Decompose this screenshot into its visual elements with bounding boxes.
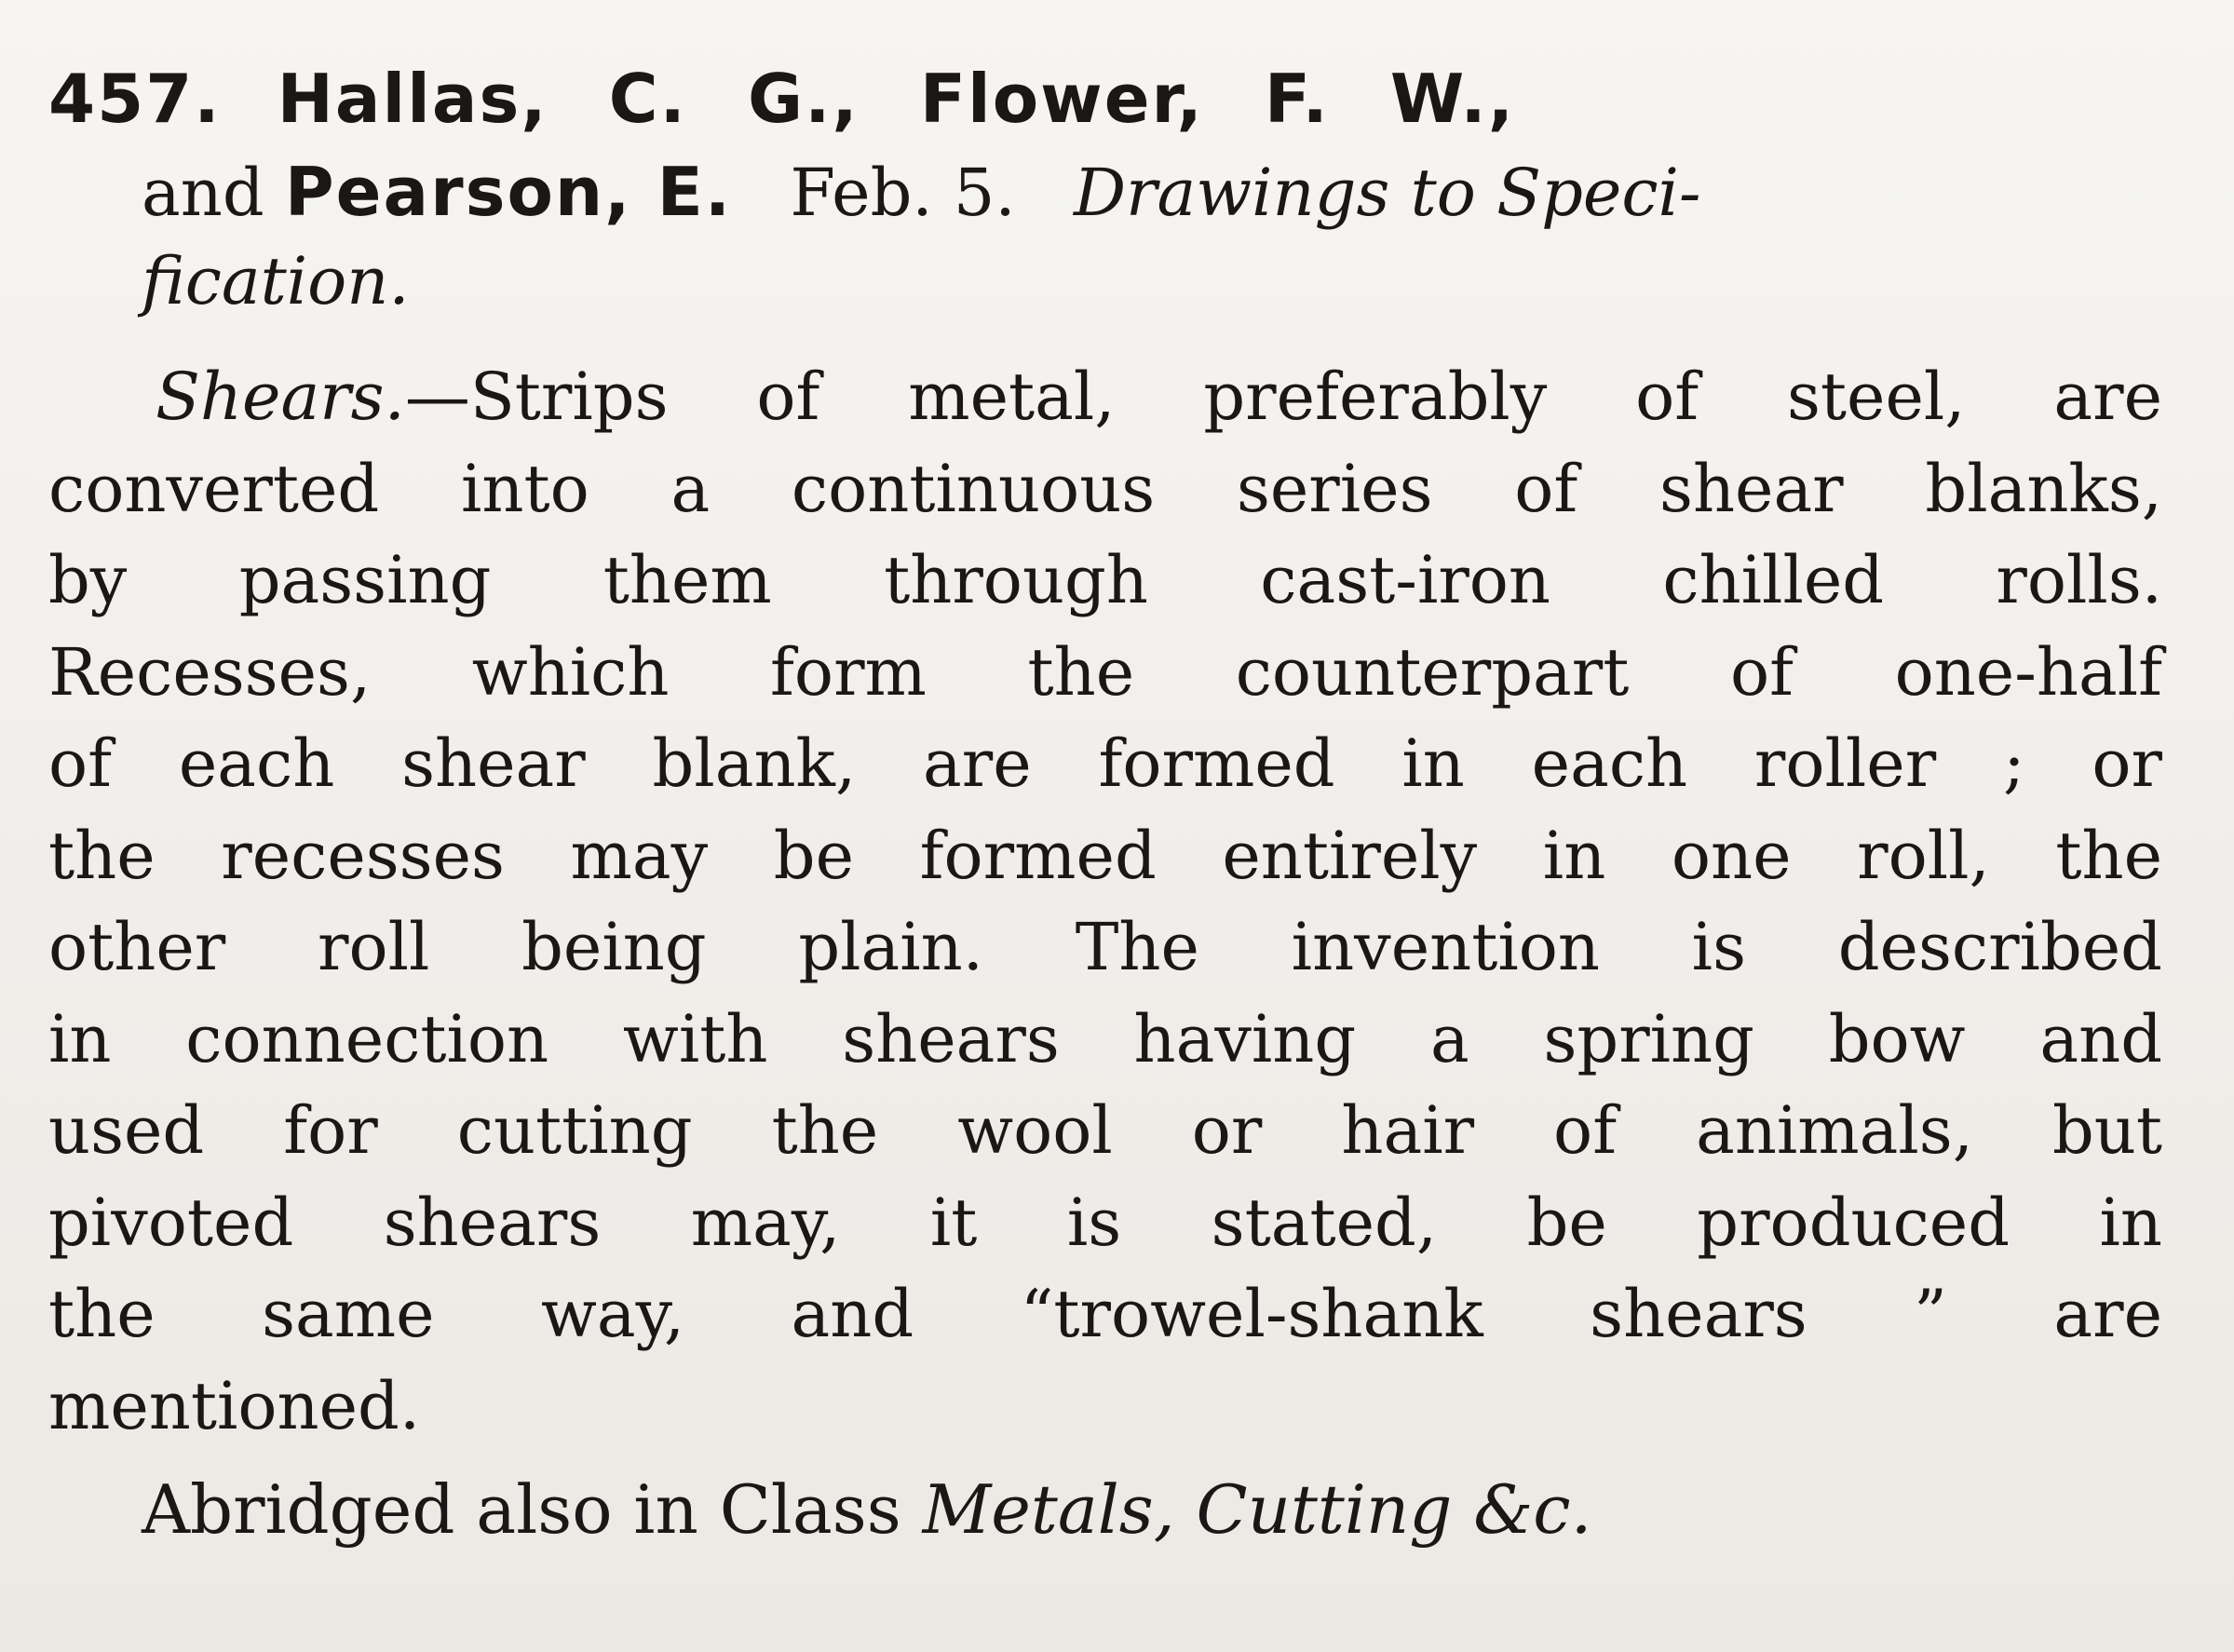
- subject-term: Shears.: [156, 359, 405, 435]
- entry-date: Feb. 5.: [790, 155, 1016, 231]
- body-line: converted into a continuous series of shear blanks,: [48, 450, 2162, 527]
- heading-names: Hallas, C. G., Flower, F. W.,: [277, 60, 1516, 138]
- body-line: the same way, and “trowel-shank shears ” are: [48, 1276, 2162, 1352]
- body-line: by passing them through cast-iron chilled rolls.: [48, 542, 2162, 618]
- abridgment-entry: [48, 52, 2181, 1556]
- body-line: Recesses, which form the counterpart of one-half: [48, 633, 2162, 711]
- body-line: other roll being plain. The invention is described: [48, 909, 2162, 985]
- body-line: of each shear blank, are formed in each roller ; or: [48, 725, 2162, 802]
- body-line: pivoted shears may, it is stated, be produced in: [48, 1184, 2162, 1261]
- body-line: used for cutting the wool or hair of animals, but: [48, 1092, 2162, 1169]
- heading-continuation: [142, 145, 2181, 239]
- entry-number: 457.: [48, 60, 222, 138]
- last-name: Pearson, E.: [284, 153, 733, 231]
- and-word: and: [142, 155, 264, 231]
- body-line: in connection with shears having a spring bow and: [48, 1000, 2162, 1077]
- abridged-note: [142, 1463, 2181, 1556]
- entry-heading: [48, 52, 2181, 145]
- body-line: the recesses may be formed entirely in one roll, the: [48, 817, 2162, 894]
- drawings-note-continuation: fication.: [142, 243, 410, 319]
- drawings-note: Drawings to Speci-: [1073, 155, 1701, 231]
- entry-body: [48, 351, 2181, 1452]
- body-line: Shears.—Strips of metal, preferably of steel, are: [156, 359, 2162, 435]
- abridged-prefix: Abridged also in Class: [142, 1470, 901, 1549]
- abridged-classes: Metals, Cutting &c.: [922, 1470, 1592, 1549]
- body-line: mentioned.: [48, 1367, 421, 1444]
